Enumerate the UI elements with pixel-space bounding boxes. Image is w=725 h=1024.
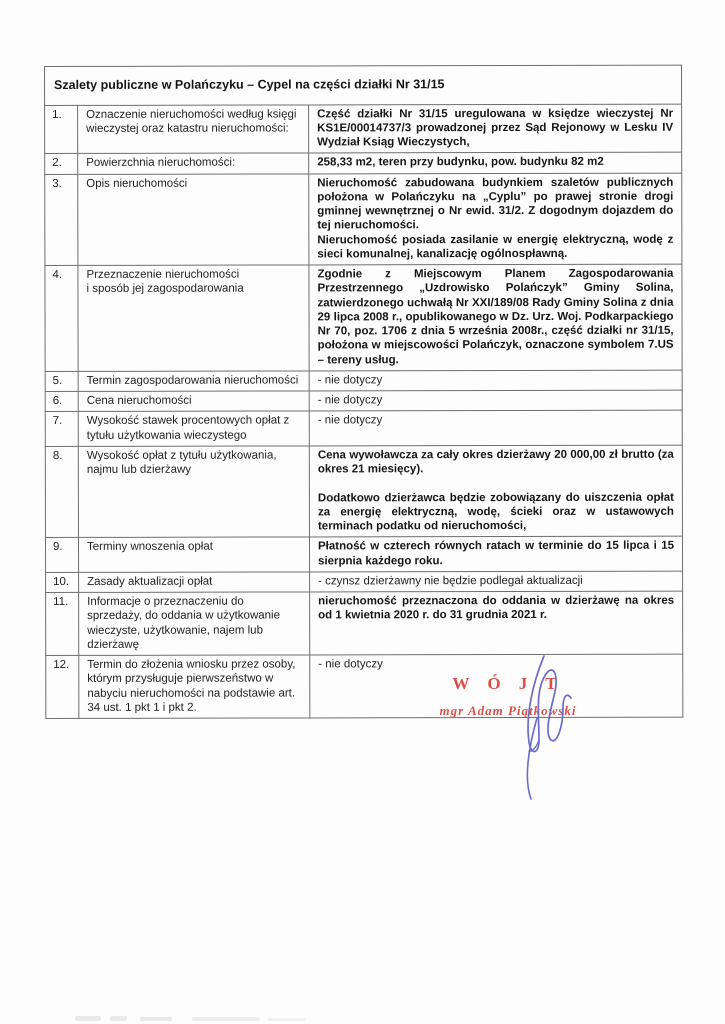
row-number: 9. (45, 538, 78, 573)
signature-block (408, 668, 608, 808)
row-label: Termin zagospodarowania nieruchomości (78, 371, 309, 392)
row-label: Opis nieruchomości (78, 173, 309, 265)
row-number: 8. (45, 446, 78, 538)
row-value: 258,33 m2, teren przy budynku, pow. budynku 82 m2 (309, 152, 682, 173)
row-number: 5. (45, 371, 78, 391)
row-value: nieruchomość przeznaczona do oddania w dzierżawę na okres od 1 kwietnia 2020 r. do 31 grudnia 2021 r. (310, 591, 683, 655)
row-value: - nie dotyczy (309, 410, 682, 445)
document-title: Szalety publiczne w Polańczyku – Cypel na części działki Nr 31/15 (45, 65, 682, 105)
table-row (45, 370, 682, 392)
row-value: Płatność w czterech równych ratach w terminie do 15 lipca i 15 sierpnia każdego roku. (309, 536, 682, 571)
table-row (45, 152, 682, 174)
row-label: Przeznaczenie nieruchomości i sposób jej zagospodarowania (78, 265, 309, 371)
scan-artifact (140, 1017, 172, 1021)
row-label: Termin do złożenia wniosku przez osoby, którym przysługuje pierwszeństwo w nabyciu nieruchomości na podstawie art. 34 ust. 1 pkt 1 i pkt 2. (79, 655, 310, 718)
row-number: 10. (46, 572, 79, 592)
row-number: 6. (45, 391, 78, 411)
scan-artifact (75, 1016, 101, 1021)
row-number: 12. (46, 655, 79, 718)
table-row (45, 390, 682, 412)
table-row (45, 445, 682, 538)
row-label: Terminy wnoszenia opłat (78, 537, 309, 572)
mayor-stamp-title: W Ó J T (452, 674, 564, 693)
row-label: Cena nieruchomości (78, 391, 309, 412)
mayor-stamp-name: mgr Adam Piątkowski (439, 703, 577, 718)
row-number: 11. (46, 592, 79, 655)
row-value: - nie dotyczy (309, 370, 682, 391)
table-title-row (45, 65, 682, 105)
row-number: 3. (45, 174, 78, 266)
row-number: 2. (45, 154, 78, 174)
table-row (46, 591, 683, 655)
table-body (45, 104, 683, 719)
row-value: - nie dotyczy (310, 654, 683, 718)
property-announcement-table (44, 65, 683, 719)
row-label: Wysokość stawek procentowych opłat z tytułu użytkowania wieczystego (78, 411, 309, 446)
table-row (45, 104, 682, 154)
table-row (45, 264, 682, 371)
row-value: Część działki Nr 31/15 uregulowana w księdze wieczystej Nr KS1E/00014737/3 prowadzonej przez Sąd Rejonowy w Lesku IV Wydział Ksiąg Wieczystych, (309, 104, 682, 154)
table-row (45, 410, 682, 446)
row-number: 1. (45, 105, 78, 154)
row-value: Cena wywoławcza za cały okres dzierżawy 20 000,00 zł brutto (za okres 21 miesięcy). Dodatkowo dzierżawca będzie zobowiązany do uiszczenia opłat za energię elektryczną, wodę, ścieki oraz w ustawowych terminach podatku od nieruchomości, (309, 445, 682, 537)
scan-artifact (110, 1016, 127, 1021)
row-number: 7. (45, 412, 78, 447)
table-row (45, 173, 682, 266)
row-value: Nieruchomość zabudowana budynkiem szaletów publicznych położona w Polańczyku na „Cyplu” po prawej stronie drogi gminnej wewnętrznej o Nr ewid. 31/2. Z dogodnym dojazdem do tej nieruchomości. Nieruchomość posiada zasilanie w energię elektryczną, wodę z sieci komunalnej, kanalizację ogólnospławną. (309, 173, 682, 265)
row-label: Informacje o przeznaczeniu do sprzedaży, do oddania w użytkowanie wieczyste, użytkowanie, najem lub dzierżawę (79, 592, 310, 655)
row-number: 4. (45, 265, 78, 371)
row-value: - czynsz dzierżawny nie będzie podlegał aktualizacji (310, 571, 683, 592)
row-label: Zasady aktualizacji opłat (79, 572, 310, 593)
row-label: Oznaczenie nieruchomości według księgi wieczystej oraz katastru nieruchomości: (78, 104, 309, 153)
table-row (46, 571, 683, 593)
row-label: Wysokość opłat z tytułu użytkowania, najmu lub dzierżawy (78, 446, 309, 538)
scan-artifact (268, 1018, 306, 1021)
row-value: Zgodnie z Miejscowym Planem Zagospodarowania Przestrzennego „Uzdrowisko Polańczyk” Gminy Solina, zatwierdzonego uchwałą Nr XXI/189/08 Rady Gminy Solina z dnia 29 lipca 2008 r., opublikowanego w Dz. Urz. Woj. Podkarpackiego Nr 70, poz. 1706 z dnia 5 września 2008r., część działki nr 31/15, położona w miejscowości Polańczyk, oznaczone symbolem 7.US – tereny usług. (309, 264, 682, 371)
table-row (45, 536, 682, 572)
row-label: Powierzchnia nieruchomości: (78, 153, 309, 174)
scan-artifact (192, 1017, 260, 1021)
row-value: - nie dotyczy (309, 390, 682, 411)
